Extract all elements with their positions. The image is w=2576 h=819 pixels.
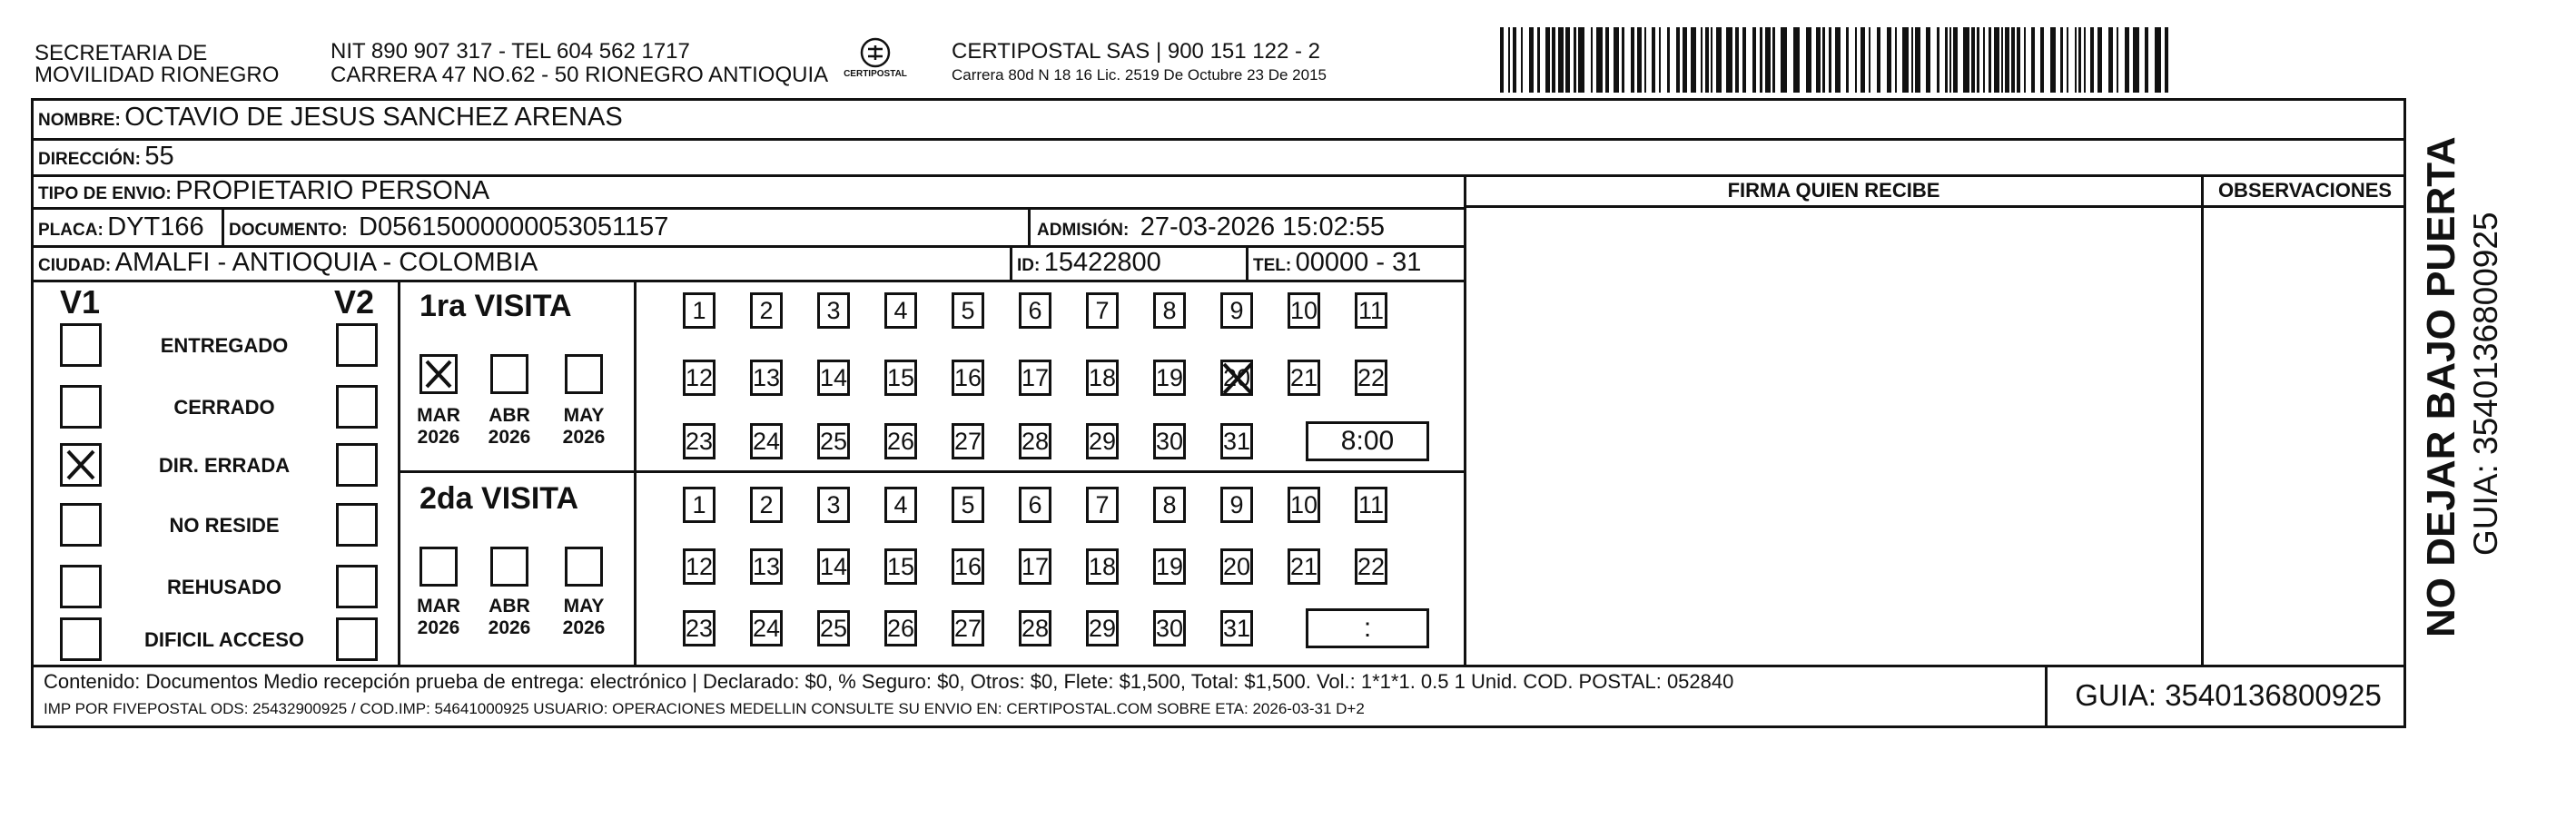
v2-checkbox[interactable] [336,385,378,429]
nombre-row [38,102,623,137]
day-box[interactable]: 4 [884,487,917,523]
day-box[interactable]: 2 [750,292,783,329]
id-cell [1017,247,1161,282]
col-divider [1464,174,1466,665]
day-box[interactable]: 10 [1288,487,1320,523]
barcode [1500,27,2179,93]
side-notice: NO DEJAR BAJO PUERTA [2419,136,2463,637]
direccion-row [38,141,174,176]
month-year: 2026 [488,427,531,448]
col-divider [1010,245,1012,280]
month-checkbox[interactable] [419,354,458,394]
reason-label: NO RESIDE [169,514,280,537]
day-box[interactable]: 4 [884,292,917,329]
month-year: 2026 [417,617,460,638]
tipo-envio-value: PROPIETARIO PERSONA [175,176,490,205]
day-box[interactable]: 7 [1086,292,1119,329]
month-name: MAY [563,596,605,617]
day-box[interactable]: 1 [683,292,716,329]
footer-print-line: IMP POR FIVEPOSTAL ODS: 25432900925 / COD.IMP: 54641000925 USUARIO: OPERACIONES MEDELLIN CONSULTE SU ENVIO EN: CERTIPOSTAL.COM SOBRE ETA: 2026-03-31 D+2 [44,700,1365,717]
row-divider [31,138,2406,141]
day-box[interactable]: 14 [817,360,850,396]
day-box[interactable]: 21 [1288,360,1320,396]
day-box[interactable]: 16 [952,548,984,585]
day-box[interactable]: 17 [1019,548,1051,585]
month-label [407,405,470,449]
tel-cell [1253,247,1421,282]
address-line: CARRERA 47 NO.62 - 50 RIONEGRO ANTIOQUIA [331,63,829,87]
month-name: MAR [417,405,460,426]
month-name: ABR [489,405,530,426]
month-checkbox[interactable] [565,354,603,394]
day-box[interactable]: 1 [683,487,716,523]
day-box[interactable]: 17 [1019,360,1051,396]
month-label [478,405,541,449]
day-box[interactable]: 2 [750,487,783,523]
documento-label: DOCUMENTO: [229,221,348,240]
guia-box: GUIA: 3540136800925 [2075,678,2382,712]
day-box[interactable]: 29 [1086,423,1119,459]
tipo-envio-label: TIPO DE ENVIO: [38,184,172,203]
day-box[interactable]: 25 [817,610,850,646]
documento-cell [229,212,668,247]
month-label [552,596,616,639]
day-box[interactable]: 8 [1153,487,1186,523]
month-label [478,596,541,639]
day-box[interactable]: 25 [817,423,850,459]
month-label [552,405,616,449]
day-box[interactable]: 29 [1086,610,1119,646]
day-box[interactable]: 20 [1220,360,1253,396]
day-box[interactable]: 16 [952,360,984,396]
v1-checkbox[interactable] [60,323,102,367]
day-box[interactable]: 23 [683,610,716,646]
day-box[interactable]: 8 [1153,292,1186,329]
v2-checkbox[interactable] [336,503,378,547]
side-guia: GUIA: 3540136800925 [2467,212,2504,556]
reason-label: REHUSADO [167,576,281,598]
month-checkbox[interactable] [490,547,528,587]
day-box[interactable]: 11 [1355,487,1387,523]
col-divider [222,207,224,245]
reason-label: DIFICIL ACCESO [143,628,304,651]
v1-checkbox[interactable] [60,565,102,608]
day-box[interactable]: 11 [1355,292,1387,329]
day-box[interactable]: 5 [952,487,984,523]
day-box[interactable]: 23 [683,423,716,459]
day-box[interactable]: 12 [683,548,716,585]
row-divider [31,665,2406,667]
second-visit-title: 2da VISITA [419,481,579,516]
day-box[interactable]: 19 [1153,360,1186,396]
day-box[interactable]: 31 [1220,423,1253,459]
day-box[interactable]: 22 [1355,360,1387,396]
day-box[interactable]: 7 [1086,487,1119,523]
day-box[interactable]: 31 [1220,610,1253,646]
logo-text: CERTIPOSTAL [844,69,907,79]
first-visit-title: 1ra VISITA [419,289,572,323]
tipo-envio-row [38,175,489,211]
tel-value: 00000 - 31 [1295,248,1422,277]
day-box[interactable]: 6 [1019,292,1051,329]
col-divider [2045,665,2048,728]
admision-value: 27-03-2026 15:02:55 [1140,212,1386,242]
documento-value: D05615000000053051157 [359,212,669,242]
col-divider [1028,207,1031,245]
day-box[interactable]: 9 [1220,487,1253,523]
reason-label: DIR. ERRADA [158,454,291,477]
day-box[interactable]: 24 [750,610,783,646]
day-box[interactable]: 13 [750,548,783,585]
row-divider [1464,205,2406,208]
month-name: MAY [563,405,605,426]
day-box[interactable]: 24 [750,423,783,459]
month-name: MAR [417,596,460,617]
admision-label: ADMISIÓN: [1037,221,1130,240]
ciudad-cell [38,247,538,282]
day-box[interactable]: 21 [1288,548,1320,585]
v2-checkbox[interactable] [336,565,378,608]
nombre-label: NOMBRE: [38,111,121,130]
day-box[interactable]: 15 [884,360,917,396]
v1-checkbox[interactable] [60,385,102,429]
month-year: 2026 [417,427,460,448]
day-box[interactable]: 15 [884,548,917,585]
nombre-value: OCTAVIO DE JESUS SANCHEZ ARENAS [124,103,623,132]
v2-checkbox[interactable] [336,443,378,487]
day-box[interactable]: 5 [952,292,984,329]
v1-checkbox[interactable] [60,617,102,661]
v2-checkbox[interactable] [336,617,378,661]
day-box[interactable]: 19 [1153,548,1186,585]
day-box[interactable]: 18 [1086,548,1119,585]
col-divider [2201,174,2204,665]
v2-label: V2 [334,283,375,321]
nit-line: NIT 890 907 317 - TEL 604 562 1717 [331,39,690,64]
day-box[interactable]: 20 [1220,548,1253,585]
day-box[interactable]: 27 [952,423,984,459]
reason-label: CERRADO [173,396,275,419]
month-label [407,596,470,639]
tel-label: TEL: [1253,256,1292,275]
day-box[interactable]: 14 [817,548,850,585]
day-box[interactable]: 10 [1288,292,1320,329]
month-checkbox[interactable] [565,547,603,587]
observaciones-header: OBSERVACIONES [2217,179,2393,202]
day-box[interactable]: 3 [817,292,850,329]
firma-header: FIRMA QUIEN RECIBE [1727,179,1940,202]
reason-label: ENTREGADO [160,334,289,357]
v1-checkbox[interactable] [60,443,102,487]
footer-content-line: Contenido: Documentos Medio recepción prueba de entrega: electrónico | Declarado: $0, % Seguro: $0, Otros: $0, Flete: $1,500, Total: $1,500. Vol.: 1*1*1. 0.5 1 Unid. COD. POSTAL: 052840 [44,670,1734,693]
day-box[interactable]: 6 [1019,487,1051,523]
ciudad-value: AMALFI - ANTIOQUIA - COLOMBIA [114,248,538,277]
v1-checkbox[interactable] [60,503,102,547]
month-name: ABR [489,596,530,617]
month-year: 2026 [562,617,606,638]
day-box[interactable]: 13 [750,360,783,396]
month-checkbox[interactable] [490,354,528,394]
placa-label: PLACA: [38,221,104,240]
org-name-line1: SECRETARIA DE [35,41,208,65]
day-box[interactable]: 30 [1153,610,1186,646]
col-divider [1246,245,1249,280]
day-box[interactable]: 26 [884,423,917,459]
courier-line2: Carrera 80d N 18 16 Lic. 2519 De Octubre 23 De 2015 [952,66,1327,84]
month-year: 2026 [488,617,531,638]
day-box[interactable]: 27 [952,610,984,646]
placa-cell [38,212,204,247]
day-box[interactable]: 30 [1153,423,1186,459]
id-value: 15422800 [1043,248,1161,277]
v2-checkbox[interactable] [336,323,378,367]
day-box[interactable]: 9 [1220,292,1253,329]
v1-label: V1 [60,283,101,321]
visit-divider [398,470,1464,473]
certipostal-logo [834,36,917,84]
day-box[interactable]: 22 [1355,548,1387,585]
ciudad-label: CIUDAD: [38,256,112,275]
direccion-value: 55 [144,142,174,171]
day-box[interactable]: 3 [817,487,850,523]
day-box[interactable]: 12 [683,360,716,396]
admision-cell [1037,212,1385,247]
day-box[interactable]: 26 [884,610,917,646]
month-year: 2026 [562,427,606,448]
day-box[interactable]: 28 [1019,610,1051,646]
day-box[interactable]: 28 [1019,423,1051,459]
direccion-label: DIRECCIÓN: [38,150,141,169]
visit-time-box[interactable]: : [1306,608,1429,648]
org-name-line2: MOVILIDAD RIONEGRO [35,63,280,87]
visit-time-box[interactable]: 8:00 [1306,421,1429,461]
day-box[interactable]: 18 [1086,360,1119,396]
id-label: ID: [1017,256,1041,275]
courier-line1: CERTIPOSTAL SAS | 900 151 122 - 2 [952,39,1320,64]
placa-value: DYT166 [107,212,204,242]
month-checkbox[interactable] [419,547,458,587]
